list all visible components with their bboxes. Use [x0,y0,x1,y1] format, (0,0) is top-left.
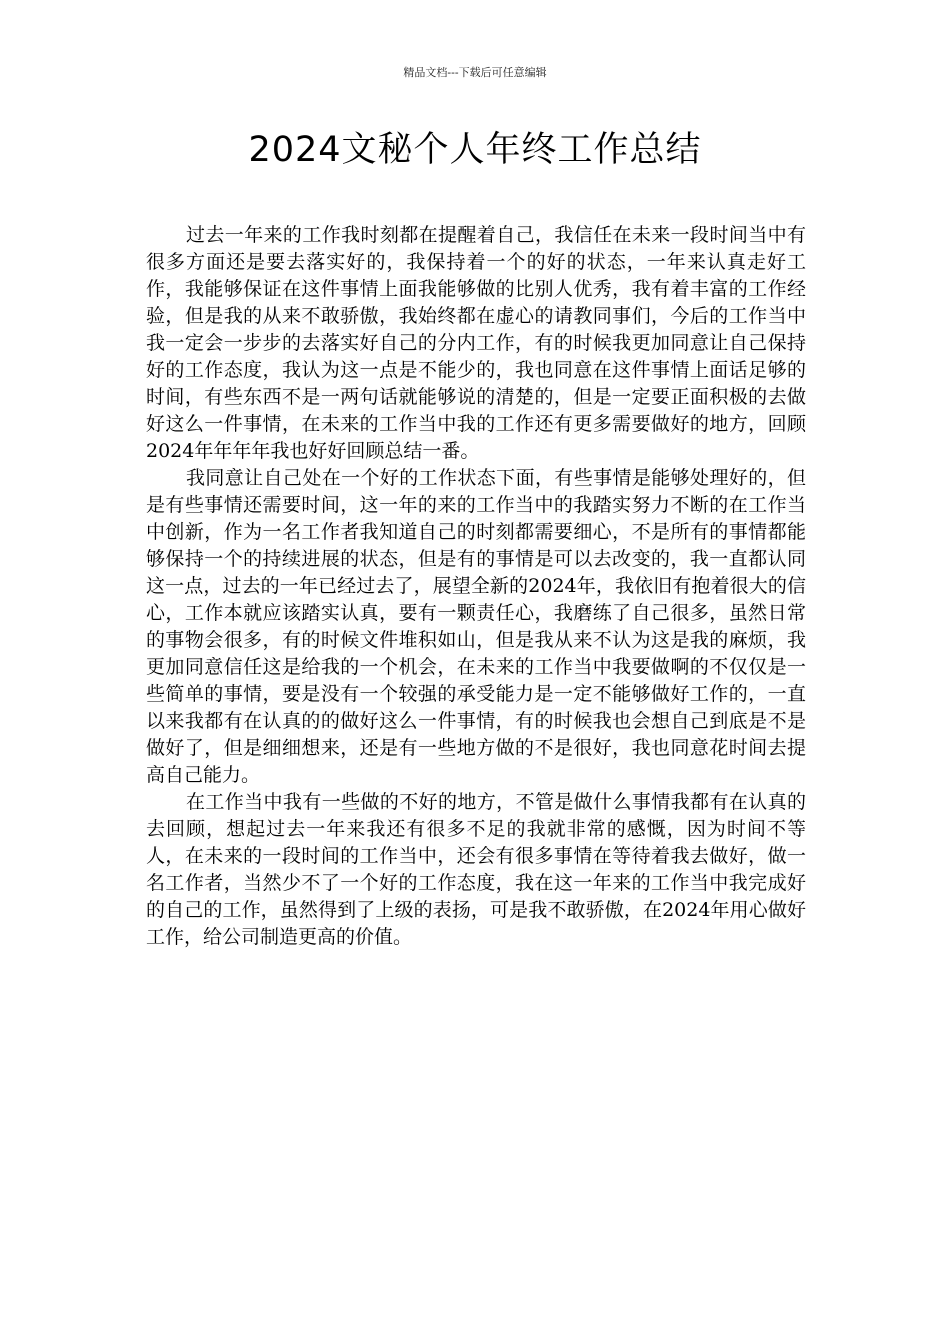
body-paragraph-3: 在工作当中我有一些做的不好的地方，不管是做什么事情我都有在认真的去回顾，想起过去一年来我还有很多不足的我就非常的感慨，因为时间不等人，在未来的一段时间的工作当中，还会有很多事情在等待着我去做好，做一名工作者，当然少不了一个好的工作态度，我在这一年来的工作当中我完成好的自己的工作，虽然得到了上级的表扬，可是我不敢骄傲，在2024年用心做好工作，给公司制造更高的价值。 [146,791,806,948]
body-paragraph-2: 我同意让自己处在一个好的工作状态下面，有些事情是能够处理好的，但是有些事情还需要时间，这一年的来的工作当中的我踏实努力不断的在工作当中创新，作为一名工作者我知道自己的时刻都需要细心，不是所有的事情都能够保持一个的持续进展的状态，但是有的事情是可以去改变的，我一直都认同这一点，过去的一年已经过去了，展望全新的2024年，我依旧有抱着很大的信心，工作本就应该踏实认真，要有一颗责任心，我磨练了自己很多，虽然日常的事物会很多，有的时候文件堆积如山，但是我从来不认为这是我的麻烦，我更加同意信任这是给我的一个机会，在未来的工作当中我要做啊的不仅仅是一些简单的事情，要是没有一个较强的承受能力是一定不能够做好工作的，一直以来我都有在认真的的做好这么一件事情，有的时候我也会想自己到底是不是做好了，但是细细想来，还是有一些地方做的不是很好，我也同意花时间去提高自己能力。 [146,467,806,786]
document-title: 2024文秘个人年终工作总结 [248,130,702,170]
header-note: 精品文档---下载后可任意编辑 [403,66,547,79]
body-paragraph-1: 过去一年来的工作我时刻都在提醒着自己，我信任在未来一段时间当中有很多方面还是要去落实好的，我保持着一个的好的状态，一年来认真走好工作，我能够保证在这件事情上面我能够做的比别人优秀，我有着丰富的工作经验，但是我的从来不敢骄傲，我始终都在虚心的请教同事们，今后的工作当中我一定会一步步的去落实好自己的分内工作，有的时候我更加同意让自己保持好的工作态度，我认为这一点是不能少的，我也同意在这件事情上面话足够的时间，有些东西不是一两句话就能够说的清楚的，但是一定要正面积极的去做好这么一件事情，在未来的工作当中我的工作还有更多需要做好的地方，回顾2024年年年年我也好好回顾总结一番。 [146,224,806,462]
document-body [146,222,806,951]
